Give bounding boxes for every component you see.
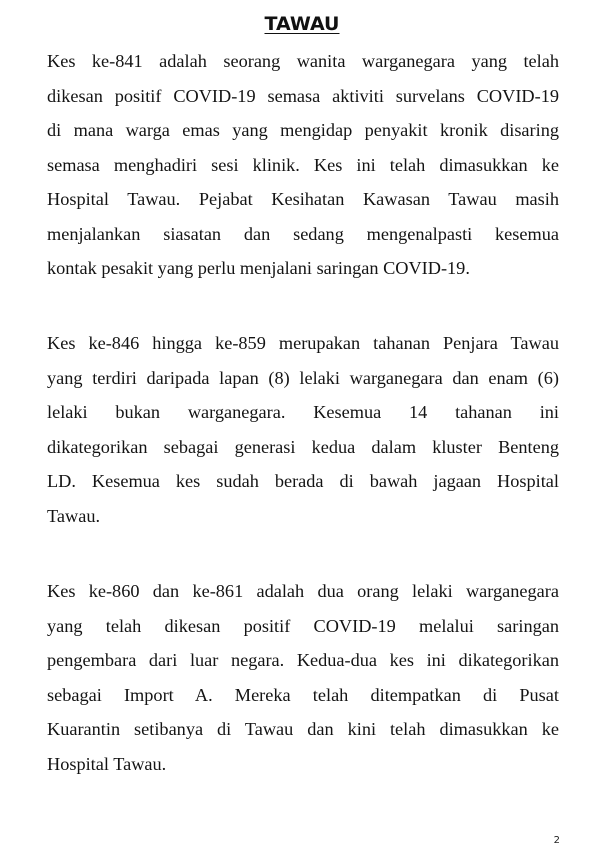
paragraph-line: Kes ke-860 dan ke-861 adalah dua orang lelaki warganegara bbox=[47, 581, 559, 601]
paragraph-line: dikesan positif COVID-19 semasa aktiviti survelans COVID-19 bbox=[47, 85, 559, 106]
paragraph-case-860-861 bbox=[47, 574, 559, 781]
paragraph-line: Kuarantin setibanya di Tawau dan kini telah dimasukkan ke bbox=[47, 719, 559, 739]
paragraph-case-846-859 bbox=[47, 326, 559, 533]
page-number: 2 bbox=[553, 835, 560, 846]
paragraph-line: yang terdiri daripada lapan (8) lelaki warganegara dan enam (6) bbox=[47, 367, 559, 388]
paragraph-line: Hospital Tawau. Pejabat Kesihatan Kawasan Tawau masih bbox=[47, 189, 559, 209]
paragraph-line: lelaki bukan warganegara. Kesemua 14 tahanan ini bbox=[47, 402, 559, 422]
paragraph-line: kontak pesakit yang perlu menjalani saringan COVID-19. bbox=[47, 258, 470, 278]
paragraph-line: LD. Kesemua kes sudah berada di bawah jagaan Hospital bbox=[47, 471, 559, 491]
paragraph-line: menjalankan siasatan dan sedang mengenalpasti kesemua bbox=[47, 223, 559, 244]
paragraph-line: semasa menghadiri sesi klinik. Kes ini telah dimasukkan ke bbox=[47, 154, 559, 175]
paragraph-line: yang telah dikesan positif COVID-19 melalui saringan bbox=[47, 615, 559, 636]
paragraph-line: Kes ke-846 hingga ke-859 merupakan tahanan Penjara Tawau bbox=[47, 333, 559, 353]
paragraph-line: pengembara dari luar negara. Kedua-dua kes ini dikategorikan bbox=[47, 650, 559, 670]
paragraph-line: di mana warga emas yang mengidap penyakit kronik disaring bbox=[47, 120, 559, 140]
paragraph-line: sebagai Import A. Mereka telah ditempatkan di Pusat bbox=[47, 684, 559, 705]
paragraph-line: Kes ke-841 adalah seorang wanita warganegara yang telah bbox=[47, 51, 559, 71]
paragraph-case-841 bbox=[47, 44, 559, 286]
paragraph-line: Tawau. bbox=[47, 505, 101, 526]
paragraph-line: Hospital Tawau. bbox=[47, 753, 167, 774]
paragraph-line: dikategorikan sebagai generasi kedua dalam kluster Benteng bbox=[47, 436, 559, 457]
page-heading: TAWAU bbox=[264, 13, 340, 35]
